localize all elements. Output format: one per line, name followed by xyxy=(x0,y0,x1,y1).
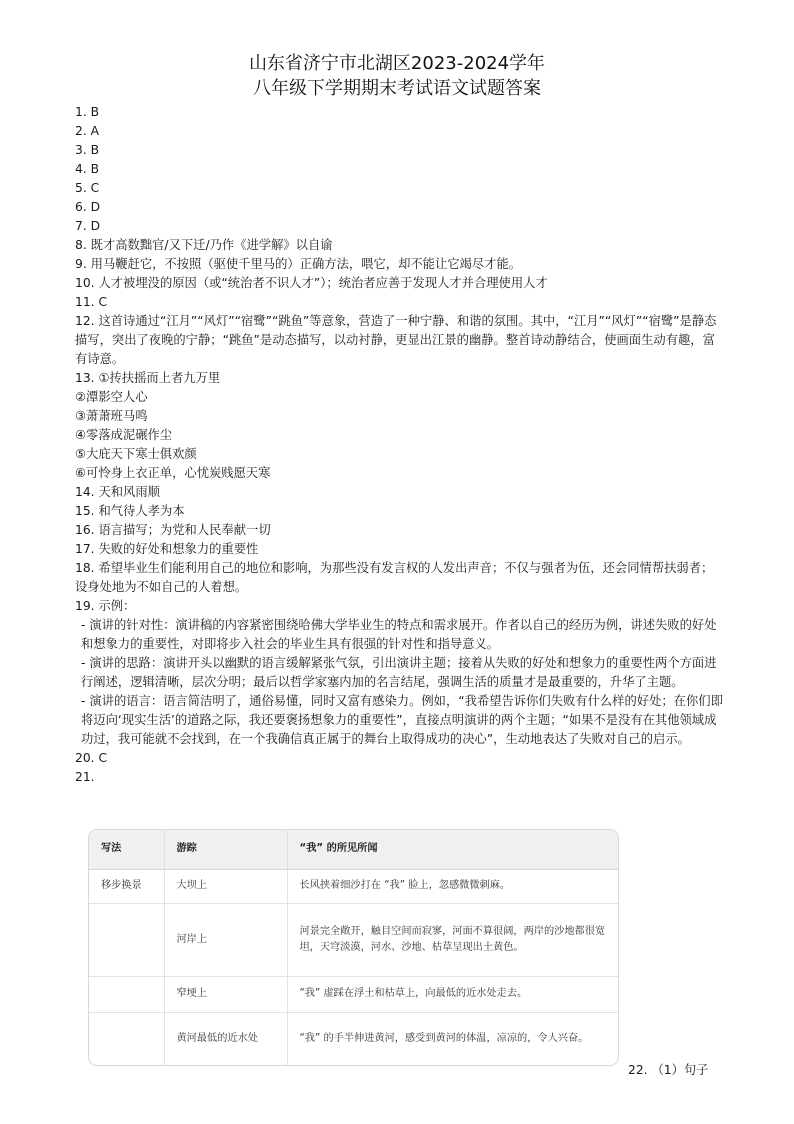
table-header-row xyxy=(89,830,618,869)
table-cell-place: 窄埂上 xyxy=(164,976,287,1012)
table-cell-place: 河岸上 xyxy=(164,903,287,976)
answer-1: 1. B xyxy=(75,105,100,119)
table-row xyxy=(89,869,618,903)
answer-22-start: 22. （1）句子 xyxy=(628,1063,709,1077)
answer-7: 7. D xyxy=(75,219,101,233)
document-title-line-1: 山东省济宁市北湖区2023-2024学年 xyxy=(248,53,546,74)
table-cell-content: “我” 的手半伸进黄河，感受到黄河的体温，凉凉的，令人兴奋。 xyxy=(299,1033,589,1045)
table-header-observations: “我” 的所见所闻 xyxy=(287,830,618,869)
answer-13-item-2: ②潭影空人心 xyxy=(75,390,148,404)
answer-5: 5. C xyxy=(75,181,100,195)
table-row xyxy=(89,976,618,1012)
answer-18: 18. 希望毕业生们能利用自己的地位和影响，为那些没有发言权的人发出声音；不仅与强者为伍，还会同情帮扶弱者；设身处地为不如自己的人着想。 xyxy=(75,561,714,594)
answer-16: 16. 语言描写；为党和人民奉献一切 xyxy=(75,523,271,537)
answer-17: 17. 失败的好处和想象力的重要性 xyxy=(75,542,259,556)
answer-15: 15. 和气待人孝为本 xyxy=(75,504,185,518)
travel-route-table xyxy=(88,829,619,1066)
answer-13-item-3: ③萧萧班马鸣 xyxy=(75,409,148,423)
answer-13-item-6: ⑥可怜身上衣正单，心忧炭贱愿天寒 xyxy=(75,466,271,480)
table-cell-content: 长风挟着细沙打在 “我” 脸上，忽感微微刺麻。 xyxy=(287,869,618,903)
table-cell-method xyxy=(89,976,164,1012)
table-cell-content: “我” 虚踩在浮土和枯草上，向最低的近水处走去。 xyxy=(287,976,618,1012)
table-cell-method: 移步换景 xyxy=(89,869,164,903)
answer-8: 8. 既才高数黜官/又下迁/乃作《进学解》以自谕 xyxy=(75,238,333,252)
table-header-method: 写法 xyxy=(89,830,164,869)
answer-10: 10. 人才被埋没的原因（或“统治者不识人才”）；统治者应善于发现人才并合理使用人才 xyxy=(75,276,548,290)
table-cell-place: 黄河最低的近水处 xyxy=(164,1012,287,1066)
table-cell-place: 大坝上 xyxy=(164,869,287,903)
document-title-line-2: 八年级下学期期末考试语文试题答案 xyxy=(253,78,541,99)
answer-9: 9. 用马鞭赶它，不按照（驱使千里马的）正确方法，喂它，却不能让它竭尽才能。 xyxy=(75,257,522,271)
answer-13-item-1: 13. ①抟扶摇而上者九万里 xyxy=(75,371,221,385)
answer-13-item-4: ④零落成泥碾作尘 xyxy=(75,428,173,442)
answer-list xyxy=(75,103,725,787)
answer-2: 2. A xyxy=(75,124,100,138)
answer-19-point-2: - 演讲的思路：演讲开头以幽默的语言缓解紧张气氛，引出演讲主题；接着从失败的好处和想象力的重要性两个方面进行阐述，逻辑清晰，层次分明；最后以哲学家塞内加的名言结尾，强调生活的质量才是最重要的，升华了主题。 xyxy=(81,656,717,689)
answer-4: 4. B xyxy=(75,162,100,176)
answer-21: 21. xyxy=(75,770,95,784)
answer-19-point-1: - 演讲的针对性：演讲稿的内容紧密围绕哈佛大学毕业生的特点和需求展开。作者以自己的经历为例，讲述失败的好处和想象力的重要性，对即将步入社会的毕业生具有很强的针对性和指导意义。 xyxy=(81,618,717,651)
answer-6: 6. D xyxy=(75,200,101,214)
answer-20: 20. C xyxy=(75,751,108,765)
table-cell-method xyxy=(89,1012,164,1066)
answer-19-heading: 19. 示例： xyxy=(75,599,136,613)
table-row xyxy=(89,1012,618,1066)
answer-14: 14. 天和风雨顺 xyxy=(75,485,160,499)
table-row xyxy=(89,903,618,976)
table-cell-content: 河景完全敞开，触目空间而寂寥，河面不算很阔，两岸的沙地都很宽坦，天穹淡漠，河水、沙地、枯草呈现出土黄色。 xyxy=(287,903,618,976)
answer-13-item-5: ⑤大庇天下寒士俱欢颜 xyxy=(75,447,197,461)
answer-12: 12. 这首诗通过“江月”“风灯”“宿鹭”“跳鱼”等意象，营造了一种宁静、和谐的氛围。其中，“江月”“风灯”“宿鹭”是静态描写，突出了夜晚的宁静；“跳鱼”是动态描写，以动衬静，更显出江景的幽静。整首诗动静结合，使画面生动有趣，富有诗意。 xyxy=(75,314,717,366)
answer-3: 3. B xyxy=(75,143,100,157)
answer-19-point-3: - 演讲的语言：语言简洁明了，通俗易懂，同时又富有感染力。例如，“我希望告诉你们失败有什么样的好处；在你们即将迈向‘现实生活’的道路之际，我还要褒扬想象力的重要性”，直接点明演讲的两个主题；“如果不是没有在其他领域成功过，我可能就不会找到，在一个我确信真正属于的舞台上取得成功的决心”，生动地表达了失败对自己的启示。 xyxy=(81,694,723,746)
answer-11: 11. C xyxy=(75,295,108,309)
table-cell-method xyxy=(89,903,164,976)
table-header-route: 游踪 xyxy=(164,830,287,869)
